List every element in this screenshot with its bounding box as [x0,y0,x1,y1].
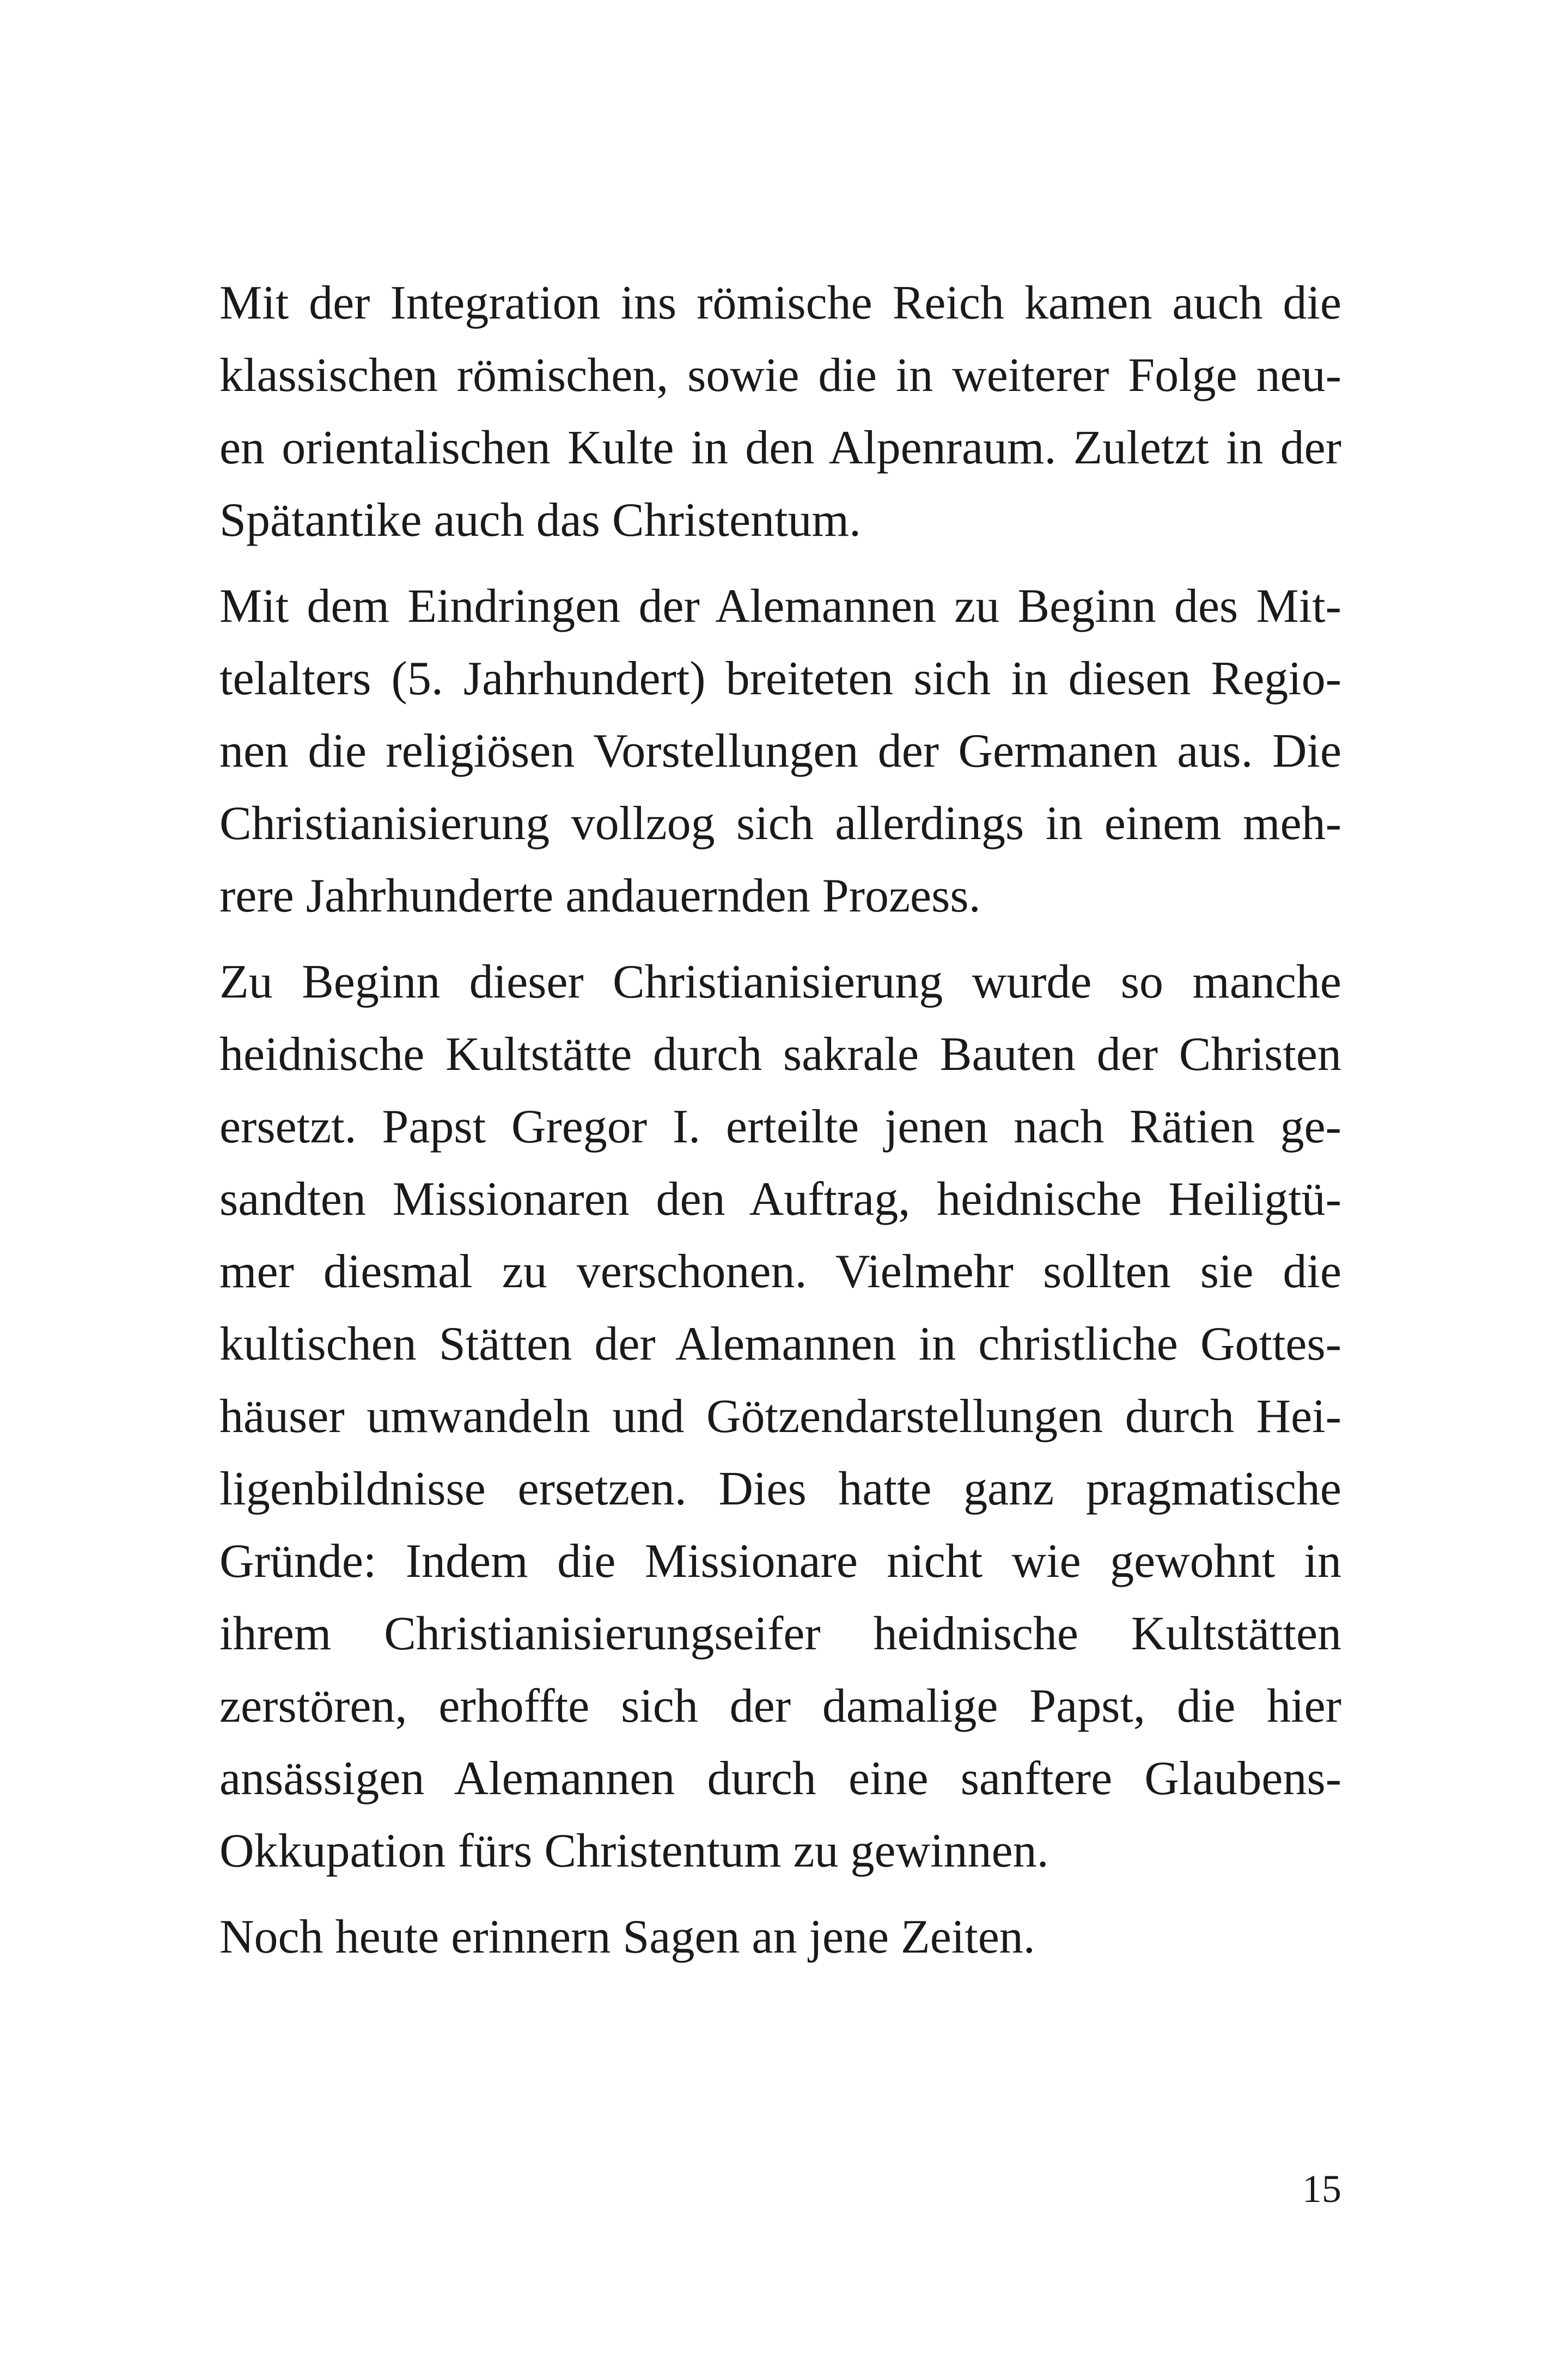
text-line: ersetzt. Papst Gregor I. erteilte jenen nach Rätien ge- [219,1100,1341,1153]
text-line: zerstören, erhoffte sich der damalige Papst, die hier [219,1680,1341,1733]
text-line: rere Jahrhunderte andauernden Prozess. [219,870,981,922]
text-line: ligenbildnisse ersetzen. Dies hatte ganz pragmatische [219,1463,1341,1515]
text-line: Spätantike auch das Christentum. [219,494,861,547]
paragraph-3 [219,946,1341,1887]
text-line: Mit der Integration ins römische Reich kamen auch die [219,277,1341,329]
text-line: Christianisierung vollzog sich allerdings in einem meh- [219,797,1341,850]
text-line: Okkupation fürs Christentum zu gewinnen. [219,1825,1049,1877]
text-line: heidnische Kultstätte durch sakrale Bauten der Christen [219,1028,1341,1081]
text-line: Mit dem Eindringen der Alemannen zu Beginn des Mit- [219,580,1341,633]
text-line: Zu Beginn dieser Christianisierung wurde so manche [219,956,1341,1008]
body-text [219,267,1341,1987]
text-line: Noch heute erinnern Sagen an jene Zeiten. [219,1911,1035,1963]
text-line: ansässigen Alemannen durch eine sanftere Glaubens- [219,1752,1341,1805]
text-line: klassischen römischen, sowie die in weiterer Folge neu- [219,349,1341,402]
text-line: telalters (5. Jahrhundert) breiteten sich in diesen Regio- [219,652,1341,705]
page-number: 15 [1302,2167,1341,2211]
paragraph-1 [219,267,1341,556]
text-line: en orientalischen Kulte in den Alpenraum. Zuletzt in der [219,421,1341,474]
text-line: sandten Missionaren den Auftrag, heidnische Heiligtü- [219,1173,1341,1226]
text-line: ihrem Christianisierungseifer heidnische Kultstätten [219,1607,1341,1660]
paragraph-2 [219,570,1341,932]
text-line: nen die religiösen Vorstellungen der Germanen aus. Die [219,725,1341,778]
text-line: mer diesmal zu verschonen. Vielmehr sollten sie die [219,1245,1341,1298]
text-line: Gründe: Indem die Missionare nicht wie gewohnt in [219,1535,1341,1588]
text-line: kultischen Stätten der Alemannen in christliche Gottes- [219,1318,1341,1371]
text-line: häuser umwandeln und Götzendarstellungen durch Hei- [219,1390,1341,1443]
paragraph-4 [219,1901,1341,1973]
